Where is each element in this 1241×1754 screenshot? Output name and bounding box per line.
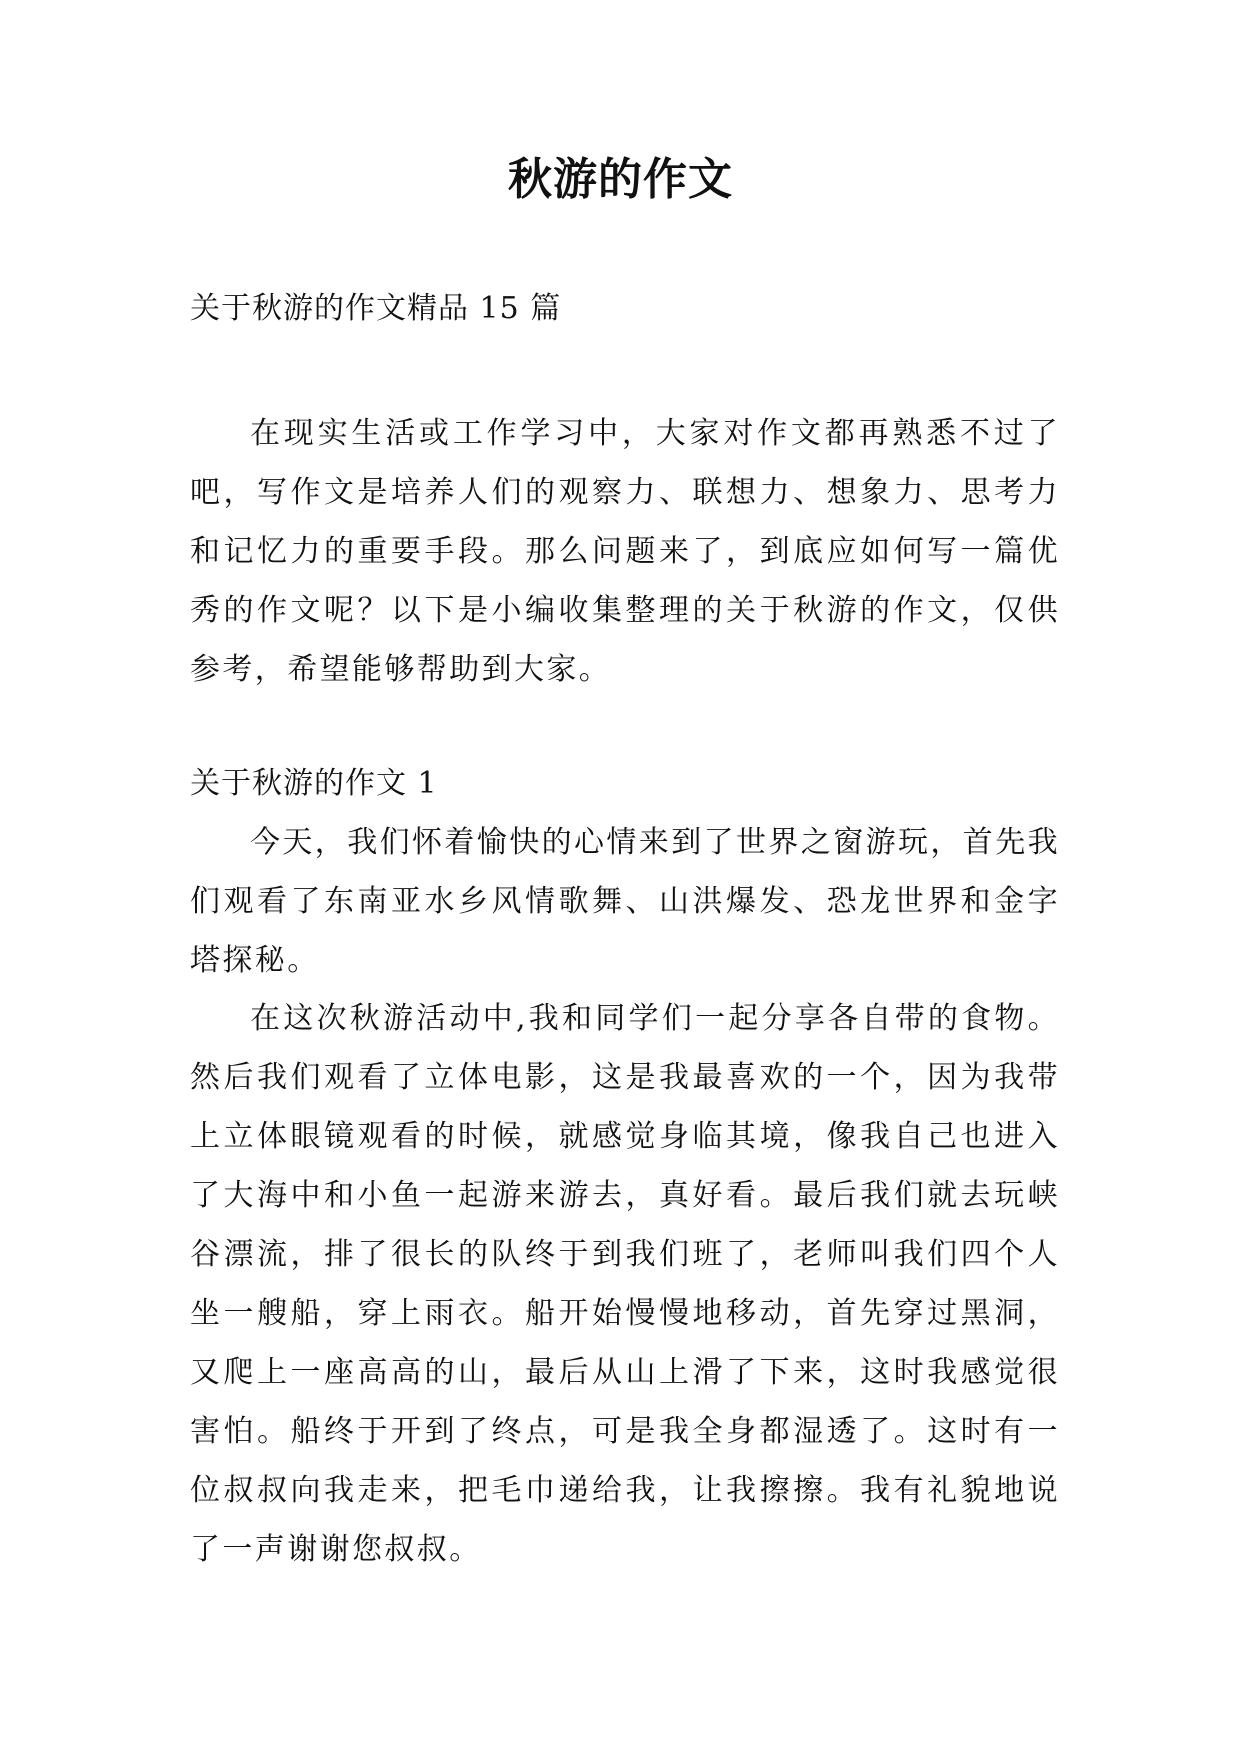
document-subtitle: 关于秋游的作文精品 15 篇 <box>190 291 562 326</box>
body-paragraph-1: 今天，我们怀着愉快的心情来到了世界之窗游玩，首先我们观看了东南亚水乡风情歌舞、山洪爆发、恐龙世界和金字塔探秘。 <box>190 825 1060 978</box>
page-title: 秋游的作文 <box>508 154 733 205</box>
body-paragraph-2: 在这次秋游活动中,我和同学们一起分享各自带的食物。然后我们观看了立体电影，这是我最喜欢的一个，因为我带上立体眼镜观看的时候，就感觉身临其境，像我自己也进入了大海中和小鱼一起游来游去，真好看。最后我们就去玩峡谷漂流，排了很长的队终于到我们班了，老师叫我们四个人坐一艘船，穿上雨衣。船开始慢慢地移动，首先穿过黑洞，又爬上一座高高的山，最后从山上滑了下来，这时我感觉很害怕。船终于开到了终点，可是我全身都湿透了。这时有一位叔叔向我走来，把毛巾递给我，让我擦擦。我有礼貌地说了一声谢谢您叔叔。 <box>190 1001 1060 1567</box>
intro-paragraph: 在现实生活或工作学习中，大家对作文都再熟悉不过了吧，写作文是培养人们的观察力、联想力、想象力、思考力和记忆力的重要手段。那么问题来了，到底应如何写一篇优秀的作文呢？以下是小编收集整理的关于秋游的作文，仅供参考，希望能够帮助到大家。 <box>190 416 1060 687</box>
section-heading: 关于秋游的作文 1 <box>190 766 438 801</box>
